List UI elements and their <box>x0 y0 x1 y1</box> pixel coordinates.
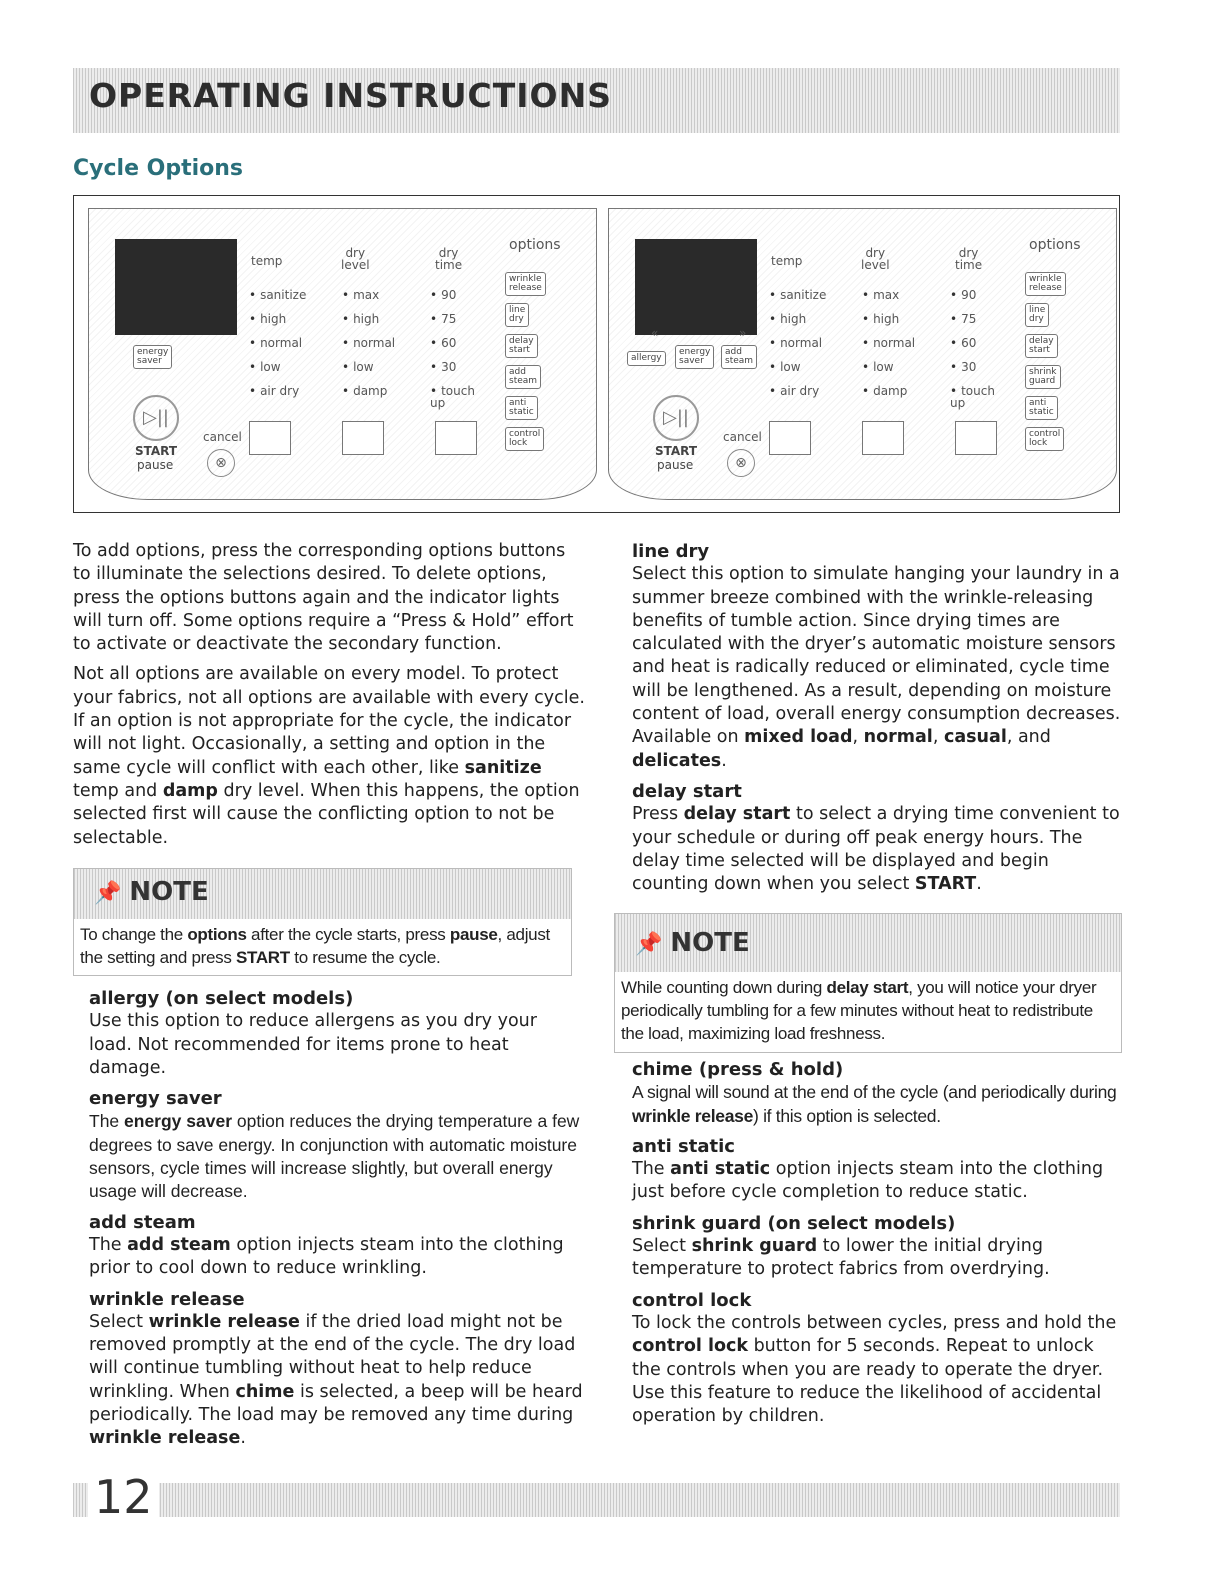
note-text: To change the options after the cycle starts, press pause, adjust the setting and press START to resume the cycle. <box>80 925 550 967</box>
header-banner <box>73 68 1120 133</box>
arrow-right-icon: » <box>739 326 747 340</box>
dry-level-options-item: • low <box>342 361 374 373</box>
selector-button[interactable] <box>342 421 384 455</box>
dry-level-options-item: • max <box>862 289 899 301</box>
cancel-button[interactable]: ⊗ <box>727 449 755 477</box>
option-button[interactable]: anti static <box>505 396 538 420</box>
selector-button[interactable] <box>435 421 477 455</box>
start-label: START <box>655 444 698 458</box>
cancel-button[interactable]: ⊗ <box>207 449 235 477</box>
option-button[interactable]: shrink guard <box>1025 365 1061 389</box>
note-box-left <box>73 868 572 976</box>
dry-time-options-item: • 90 <box>430 289 456 301</box>
add-steam-text: The add steam option injects steam into the clothing prior to cool down to reduce wrinkling. <box>89 1234 564 1279</box>
options-label: options <box>1029 237 1081 253</box>
shrink-guard-text: Select shrink guard to lower the initial drying temperature to protect fabrics from overdrying. <box>632 1236 1050 1280</box>
compatibility-paragraph: Not all options are available on every model. To protect your fabrics, not all options are available with every cycle. If an option is not appropriate for the cycle, the indicator will not light. Occasionally, a setting and option in the same cycle will conflict with each other, like sanitize temp and damp dry level. When this happens, the option selected first will cause the conflicting option to not be selectable. <box>73 664 585 848</box>
control-panel-right <box>608 208 1117 500</box>
dry-time-options-item: • touch up <box>430 385 475 409</box>
energy-saver-text: The energy saver option reduces the drying temperature a few degrees to save energy. In conjunction with automatic moisture sensors, cycle times will increase slightly, but overall energy usage will decrease. <box>89 1111 580 1202</box>
option-button[interactable]: line dry <box>1025 303 1049 327</box>
wrinkle-release-heading: wrinkle release <box>89 1288 245 1310</box>
dry-time-options-item: • 60 <box>950 337 976 349</box>
option-button[interactable]: wrinkle release <box>1025 272 1066 296</box>
option-button[interactable]: line dry <box>505 303 529 327</box>
allergy-text: Use this option to reduce allergens as you dry your load. Not recommended for items prone to heat damage. <box>89 1011 537 1078</box>
note-box-right <box>614 913 1122 1053</box>
start-label: START <box>135 444 178 458</box>
right-options-list <box>632 1058 1122 1435</box>
temp-options-item: • high <box>249 313 286 325</box>
temp-options-item: • sanitize <box>249 289 306 301</box>
option-button[interactable]: anti static <box>1025 396 1058 420</box>
dry-level-options-item: • damp <box>862 385 907 397</box>
options-label: options <box>509 237 561 253</box>
add-steam-button[interactable]: add steam <box>721 345 757 369</box>
option-button[interactable]: delay start <box>1025 334 1058 358</box>
temp-options-item: • sanitize <box>769 289 826 301</box>
display-screen <box>635 239 757 335</box>
temp-label: temp <box>771 254 803 268</box>
dry-time-options-item: • 30 <box>430 361 456 373</box>
temp-options-item: • normal <box>249 337 302 349</box>
option-button[interactable]: add steam <box>505 365 541 389</box>
add-steam-heading: add steam <box>89 1211 196 1233</box>
control-panel-left <box>88 208 597 500</box>
allergy-heading: allergy (on select models) <box>89 988 354 1009</box>
start-pause-button[interactable]: ▷|| <box>653 395 699 441</box>
dry-time-options-item: • 30 <box>950 361 976 373</box>
temp-label: temp <box>251 254 283 268</box>
dry-time-options-item: • 75 <box>430 313 456 325</box>
dry-level-options-item: • high <box>342 313 379 325</box>
dry-level-options-item: • high <box>862 313 899 325</box>
option-button[interactable]: delay start <box>505 334 538 358</box>
dry-time-options-item: • 90 <box>950 289 976 301</box>
anti-static-heading: anti static <box>632 1135 735 1157</box>
option-button[interactable]: control lock <box>1025 427 1064 451</box>
delay-start-heading: delay start <box>632 780 742 802</box>
dry-level-options-item: • normal <box>862 337 915 349</box>
cancel-label: cancel <box>723 430 762 444</box>
temp-options-item: • normal <box>769 337 822 349</box>
right-column-top <box>632 540 1122 903</box>
dry-time-options-item: • 75 <box>950 313 976 325</box>
selector-button[interactable] <box>955 421 997 455</box>
dry-level-label: dry level <box>861 246 890 272</box>
intro-paragraph: To add options, press the corresponding options buttons to illuminate the selections desired. To delete options, press the options buttons again and the indicator lights will turn off. Some options require a “Press & Hold” effort to activate or deactivate the secondary function. <box>73 541 574 655</box>
dry-time-options-item: • touch up <box>950 385 995 409</box>
pushpin-icon: 📌 <box>94 881 122 906</box>
arrow-left-icon: « <box>651 326 659 340</box>
dry-level-options-item: • normal <box>342 337 395 349</box>
selector-button[interactable] <box>862 421 904 455</box>
option-button[interactable]: control lock <box>505 427 544 451</box>
pause-label: pause <box>657 458 694 472</box>
left-column <box>73 540 585 857</box>
allergy-button[interactable]: allergy <box>627 351 666 366</box>
dry-time-options-item: • 60 <box>430 337 456 349</box>
dry-level-options-item: • damp <box>342 385 387 397</box>
cancel-label: cancel <box>203 430 242 444</box>
note-title: NOTE <box>129 877 209 907</box>
left-options-list <box>89 987 585 1458</box>
selector-button[interactable] <box>249 421 291 455</box>
energy-saver-button[interactable]: energy saver <box>133 345 172 369</box>
footer-bar <box>73 1483 1120 1517</box>
chime-text: A signal will sound at the end of the cycle (and periodically during wrinkle release) if this option is selected. <box>632 1082 1117 1126</box>
start-pause-button[interactable]: ▷|| <box>133 395 179 441</box>
shrink-guard-heading: shrink guard (on select models) <box>632 1212 956 1234</box>
dry-level-label: dry level <box>341 246 370 272</box>
section-heading: Cycle Options <box>73 156 244 181</box>
temp-options-item: • high <box>769 313 806 325</box>
dry-level-options-item: • max <box>342 289 379 301</box>
note-title: NOTE <box>670 928 750 958</box>
delay-start-text: Press delay start to select a drying time convenient to your schedule or during off peak energy hours. The delay time selected will be displayed and begin counting down when you select START. <box>632 804 1120 895</box>
temp-options-item: • low <box>769 361 801 373</box>
energy-saver-button[interactable]: energy saver <box>675 345 714 369</box>
energy-saver-heading: energy saver <box>89 1088 222 1110</box>
option-button[interactable]: wrinkle release <box>505 272 546 296</box>
temp-options-item: • low <box>249 361 281 373</box>
dry-level-options-item: • low <box>862 361 894 373</box>
temp-options-item: • air dry <box>249 385 299 397</box>
note-text: While counting down during delay start, you will notice your dryer periodically tumbling for a few minutes without heat to redistribute the load, maximizing load freshness. <box>621 978 1097 1043</box>
line-dry-heading: line dry <box>632 541 710 562</box>
line-dry-text: Select this option to simulate hanging your laundry in a summer breeze combined with the wrinkle-releasing benefits of tumble action. Since drying times are calculated with the dryer’s automatic moisture sensors and heat is radically reduced or eliminated, cycle time will be lengthened. As a result, depending on moisture content of load, overall energy consumption decreases. Available on mixed load, normal, casual, and delicates. <box>632 564 1121 771</box>
pushpin-icon: 📌 <box>635 932 663 957</box>
page-number: 12 <box>88 1470 159 1524</box>
control-panel-figure <box>73 195 1120 513</box>
display-screen <box>115 239 237 335</box>
wrinkle-release-text: Select wrinkle release if the dried load might not be removed promptly at the end of the cycle. The dry load will continue tumbling without heat to help reduce wrinkling. When chime is selected, a beep will be heard periodically. The load may be removed any time during wrinkle release. <box>89 1311 583 1449</box>
anti-static-text: The anti static option injects steam into the clothing just before cycle completion to reduce static. <box>632 1159 1104 1203</box>
chime-heading: chime (press & hold) <box>632 1059 844 1080</box>
dry-time-label: dry time <box>435 246 463 272</box>
page-title: OPERATING INSTRUCTIONS <box>89 76 612 115</box>
dry-time-label: dry time <box>955 246 983 272</box>
control-lock-text: To lock the controls between cycles, press and hold the control lock button for 5 seconds. Repeat to unlock the controls when you are ready to operate the dryer. Use this feature to reduce the likelihood of accidental operation by children. <box>632 1312 1117 1427</box>
control-lock-heading: control lock <box>632 1289 752 1311</box>
temp-options-item: • air dry <box>769 385 819 397</box>
pause-label: pause <box>137 458 174 472</box>
selector-button[interactable] <box>769 421 811 455</box>
